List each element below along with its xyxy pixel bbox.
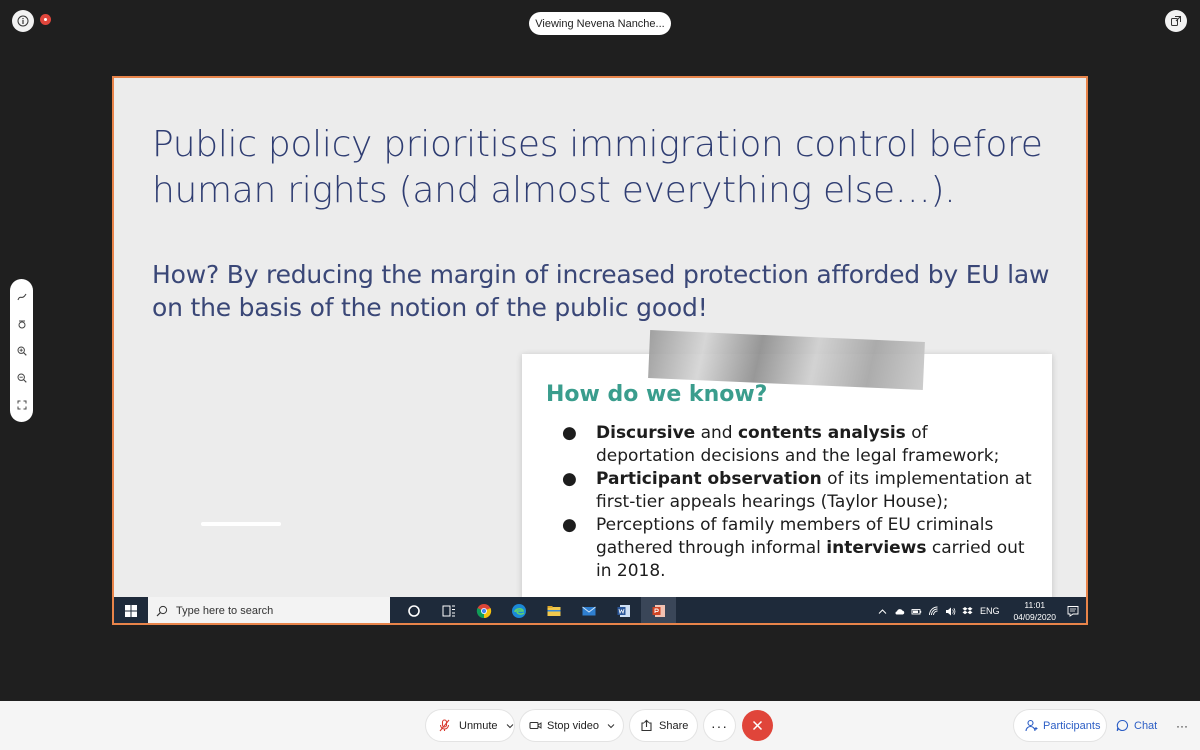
list-text: of deportation decisions and the legal framework; (596, 423, 1000, 466)
chevron-up-icon (877, 606, 888, 617)
dropbox-button[interactable] (959, 597, 976, 625)
evidence-list (562, 422, 1032, 583)
show-hidden-icons-button[interactable] (874, 597, 891, 625)
volume-icon (945, 606, 956, 617)
word-button[interactable] (606, 597, 641, 625)
file-explorer-icon (546, 603, 562, 619)
list-item (562, 468, 1032, 514)
bold-text: Discursive (596, 423, 696, 443)
pointer-icon (17, 319, 27, 329)
search-icon (156, 605, 168, 617)
recording-indicator (40, 14, 51, 25)
zoom-in-icon (17, 346, 27, 356)
cortana-button[interactable] (396, 597, 431, 625)
cloud-icon (894, 606, 905, 617)
bold-text: interviews (826, 538, 927, 558)
fit-screen-icon (17, 400, 27, 410)
word-icon (616, 603, 632, 619)
annotation-toolbar (10, 279, 33, 422)
chat-label: Chat (1134, 719, 1158, 732)
slide-title: Public policy prioritises immigration control before human rights (and almost everything else…). (152, 124, 1043, 211)
chrome-icon (476, 603, 492, 619)
mail-button[interactable] (571, 597, 606, 625)
shared-screen (112, 76, 1088, 625)
slide-subtitle: How? By reducing the margin of increased protection afforded by EU law on the basis of the notion of the public good! (152, 260, 1050, 322)
popout-icon (1170, 15, 1182, 27)
file-explorer-button[interactable] (536, 597, 571, 625)
battery-icon (911, 606, 922, 617)
unmute-label: Unmute (459, 719, 498, 732)
powerpoint-button[interactable] (641, 597, 676, 625)
presentation-slide (114, 78, 1086, 597)
card-heading: How do we know? (546, 382, 768, 407)
participants-icon (1025, 719, 1038, 732)
video-camera-icon (529, 719, 542, 732)
participants-button[interactable] (1014, 710, 1106, 741)
bold-text: Participant observation (596, 469, 822, 489)
task-view-button[interactable] (431, 597, 466, 625)
fit-screen-button[interactable] (14, 397, 30, 413)
mail-icon (581, 603, 597, 619)
clock[interactable] (1013, 599, 1056, 623)
battery-button[interactable] (908, 597, 925, 625)
list-text: and (695, 423, 738, 443)
language-indicator[interactable]: ENG (979, 606, 1000, 616)
notification-icon (1067, 605, 1079, 617)
meeting-toolbar (0, 701, 1200, 750)
participants-label: Participants (1043, 719, 1101, 732)
chevron-down-icon[interactable] (506, 722, 514, 730)
list-text: of its implementation at first-tier appeals hearings (Taylor House); (596, 469, 1032, 512)
edge-icon (511, 603, 527, 619)
windows-logo-icon (125, 605, 137, 617)
windows-taskbar (114, 597, 1086, 625)
start-button[interactable] (114, 597, 148, 625)
taskbar-search[interactable] (148, 597, 390, 625)
microphone-muted-icon (438, 719, 451, 732)
chrome-button[interactable] (466, 597, 501, 625)
task-view-icon (441, 603, 457, 619)
evidence-card (522, 354, 1052, 599)
share-icon (640, 719, 653, 732)
end-call-button[interactable] (742, 710, 773, 741)
list-text: Perceptions of family members of EU criminals gathered through informal (596, 515, 994, 558)
edge-button[interactable] (501, 597, 536, 625)
onedrive-button[interactable] (891, 597, 908, 625)
volume-button[interactable] (942, 597, 959, 625)
bold-text: contents analysis (737, 423, 906, 443)
more-options-button[interactable]: ··· (704, 710, 735, 741)
chevron-down-icon[interactable] (607, 722, 615, 730)
bullet: ● (562, 469, 577, 489)
more-menu-button[interactable]: ··· (1176, 718, 1188, 733)
powerpoint-icon (651, 603, 667, 619)
info-button[interactable] (12, 10, 34, 32)
search-placeholder: Type here to search (176, 605, 274, 617)
close-icon (752, 720, 763, 731)
taskbar-apps (396, 597, 676, 625)
list-item (562, 422, 1032, 468)
slide-decoration-line (201, 522, 281, 526)
clock-date: 04/09/2020 (1013, 612, 1056, 622)
wifi-button[interactable] (925, 597, 942, 625)
stop-video-label: Stop video (547, 719, 599, 732)
bullet: ● (562, 515, 577, 535)
chat-icon (1116, 719, 1129, 732)
list-item (562, 514, 1032, 583)
viewing-indicator[interactable]: Viewing Nevena Nanche... (529, 12, 671, 35)
clock-time: 11:01 (1024, 600, 1046, 610)
notification-center-button[interactable] (1064, 597, 1082, 625)
cortana-icon (406, 603, 422, 619)
popout-button[interactable] (1165, 10, 1187, 32)
share-label: Share (659, 719, 689, 732)
dropbox-icon (962, 606, 973, 617)
system-tray (874, 597, 1086, 625)
pointer-button[interactable] (14, 316, 30, 332)
annotate-button[interactable] (14, 289, 30, 305)
bullet: ● (562, 423, 577, 443)
chat-button[interactable] (1110, 710, 1167, 741)
zoom-out-icon (17, 373, 27, 383)
wifi-icon (928, 606, 939, 617)
share-button[interactable] (630, 710, 697, 741)
info-icon (17, 15, 29, 27)
zoom-in-button[interactable] (14, 343, 30, 359)
annotate-icon (17, 292, 27, 302)
stop-video-button[interactable] (520, 710, 623, 741)
zoom-out-button[interactable] (14, 370, 30, 386)
list-text: carried out in 2018. (596, 538, 1025, 581)
unmute-button[interactable] (426, 710, 514, 741)
